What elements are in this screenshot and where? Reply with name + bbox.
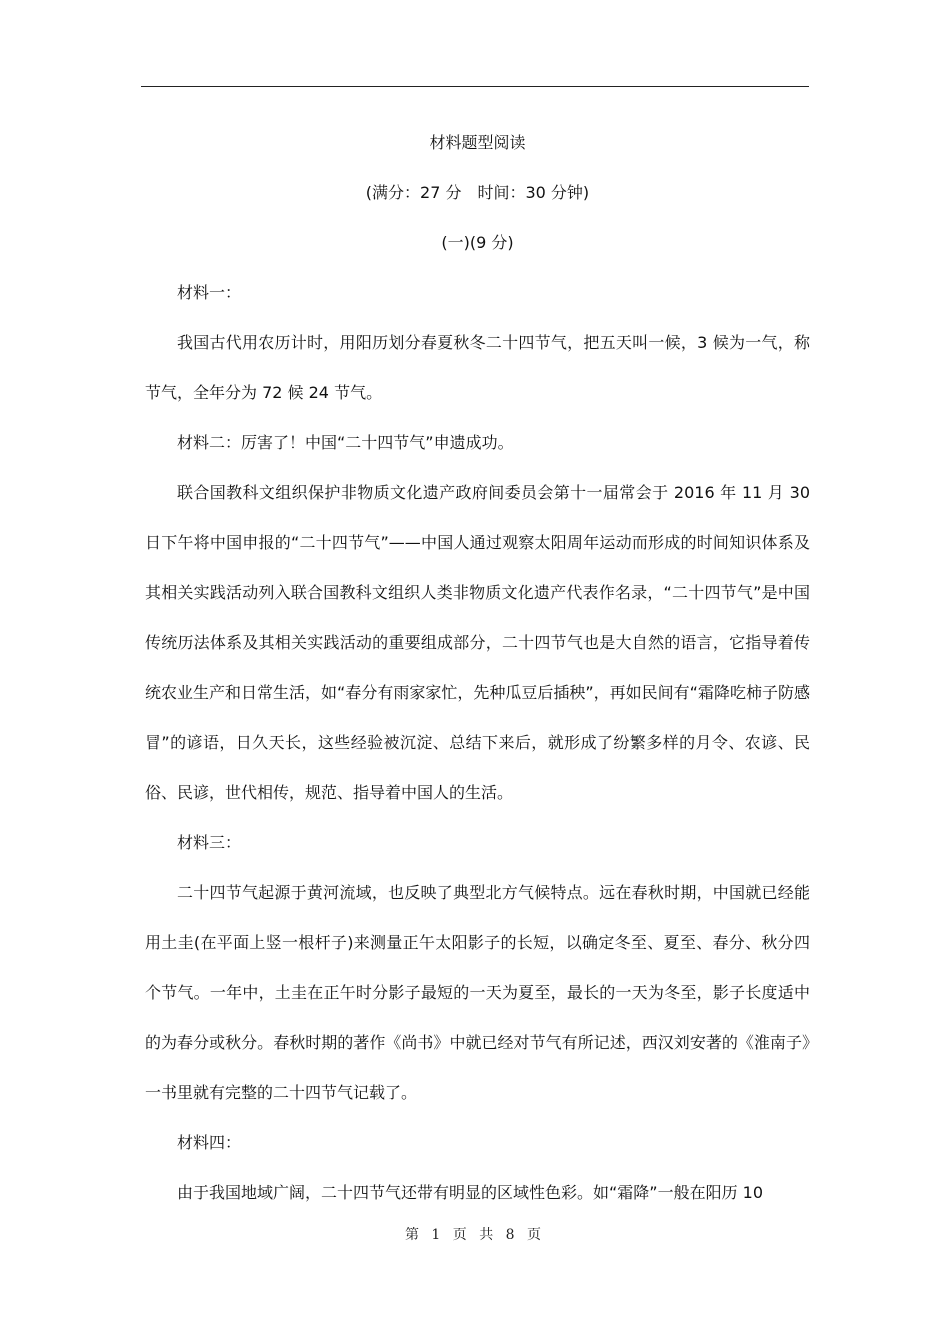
document-title: 材料题型阅读: [429, 133, 526, 152]
page-footer: 第 1 页 共 8 页: [404, 1227, 546, 1243]
material-label: 材料一：: [177, 283, 242, 302]
material-label: 材料三：: [177, 833, 242, 852]
material-4: [145, 1118, 810, 1218]
section-heading: (一)(9 分): [441, 233, 514, 252]
material-paragraph: 我国古代用农历计时，用阳历划分春夏秋冬二十四节气，把五天叫一候，3 候为一气，称节气，全年分为 72 候 24 节气。: [145, 333, 810, 402]
header-rule: [141, 86, 809, 87]
material-paragraph: 由于我国地域广阔，二十四节气还带有明显的区域性色彩。如“霜降”一般在阳历 10: [177, 1183, 764, 1202]
material-paragraph: 二十四节气起源于黄河流域，也反映了典型北方气候特点。远在春秋时期，中国就已经能用土圭(在平面上竖一根杆子)来测量正午太阳影子的长短，以确定冬至、夏至、春分、秋分四个节气。一年中，土圭在正午时分影子最短的一天为夏至，最长的一天为冬至，影子长度适中的为春分或秋分。春秋时期的著作《尚书》中就已经对节气有所记述，西汉刘安著的《淮南子》一书里就有完整的二十四节气记载了。: [145, 883, 810, 1102]
material-2: [145, 418, 810, 818]
material-paragraph: 联合国教科文组织保护非物质文化遗产政府间委员会第十一届常会于 2016 年 11 月 30 日下午将中国申报的“二十四节气”——中国人通过观察太阳周年运动而形成的时间知识体系及其相关实践活动列入联合国教科文组织人类非物质文化遗产代表作名录，“二十四节气”是中国传统历法体系及其相关实践活动的重要组成部分，二十四节气也是大自然的语言，它指导着传统农业生产和日常生活，如“春分有雨家家忙，先种瓜豆后插秧”，再如民间有“霜降吃柿子防感冒”的谚语，日久天长，这些经验被沉淀、总结下来后，就形成了纷繁多样的月令、农谚、民俗、民谚，世代相传，规范、指导着中国人的生活。: [145, 483, 810, 802]
material-label: 材料二：厉害了！中国“二十四节气”申遗成功。: [177, 433, 514, 452]
material-1: [145, 268, 810, 418]
score-time-meta: (满分：27 分 时间：30 分钟): [365, 183, 590, 202]
document-body: [145, 118, 810, 1218]
material-label: 材料四：: [177, 1133, 242, 1152]
material-3: [145, 818, 810, 1118]
